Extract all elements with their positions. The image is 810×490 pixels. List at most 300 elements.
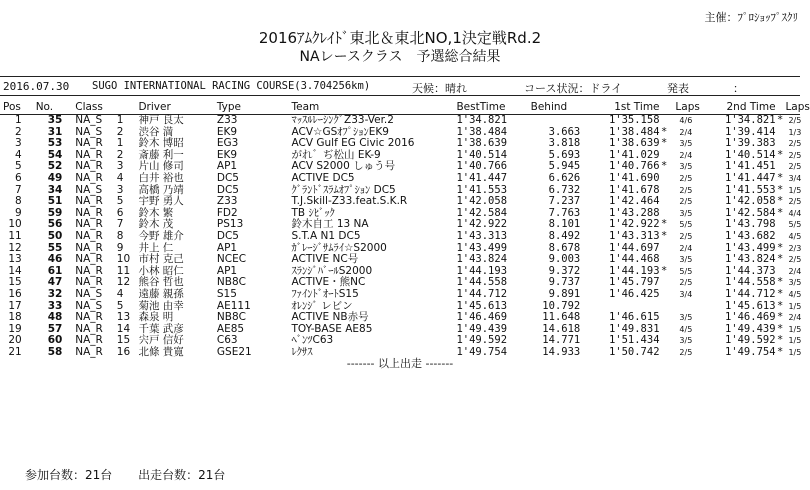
first-laps-cell: 3/5 [679, 336, 693, 346]
first-time-cell: 1'42.464 [608, 195, 660, 208]
second-best-mark: * [777, 345, 783, 358]
pos-cell: 6 [15, 171, 22, 184]
team-cell: ACTIVE DC5 [291, 171, 355, 184]
type-cell: DC5 [216, 229, 239, 242]
type-cell: DC5 [216, 171, 239, 184]
first-best-mark: * [661, 218, 667, 231]
best-time-cell: 1'42.584 [456, 206, 508, 219]
behind-cell [531, 115, 589, 127]
team-cell: 鈴木自工 13 NA [291, 218, 369, 231]
first-best-mark [660, 289, 670, 301]
second-best-mark: * [777, 171, 783, 184]
first-laps-cell: 3/5 [679, 313, 693, 323]
best-time-cell: 1'45.613 [456, 299, 508, 312]
team-cell: ｶﾞﾚｰｼﾞｻﾑﾗｲ☆S2000 [291, 241, 387, 254]
first-time-cell: 1'40.766 [608, 160, 660, 173]
table-row [0, 312, 810, 324]
second-best-mark: * [777, 241, 783, 254]
second-time-cell: 1'44.712 [724, 287, 776, 300]
class-cell: NA_R [75, 218, 103, 231]
team-cell: ﾍﾞﾝﾂC63 [291, 334, 334, 347]
pos-cell: 13 [8, 253, 22, 266]
driver-cell: 森泉 明 [138, 311, 174, 324]
first-best-mark [660, 196, 670, 208]
col-driver: Driver [138, 101, 171, 113]
end-mark: ------- 以上出走 ------- [346, 357, 454, 370]
col-type: Type [216, 101, 242, 113]
behind-cell: 3.663 [548, 125, 581, 138]
results-table [0, 99, 810, 358]
pos-cell: 4 [15, 148, 22, 161]
first-time-cell: 1'38.639 [608, 137, 660, 150]
first-laps-cell: 2/5 [679, 347, 693, 357]
pos-cell: 20 [8, 334, 22, 347]
team-cell: ACV S2000 しゅう号 [291, 160, 396, 173]
footer [25, 466, 247, 483]
class-cell: NA_R [75, 345, 103, 358]
first-best-mark [660, 312, 670, 324]
team-cell: ACTIVE・熊NC [291, 276, 366, 289]
weather: 天候：晴れ [412, 82, 467, 95]
col-behind: Behind [530, 101, 568, 113]
second-time-cell: 1'44.373 [724, 264, 776, 277]
type-cell: FD2 [216, 206, 238, 219]
class-cell: NA_R [75, 264, 103, 277]
class-pos-cell: 15 [116, 334, 131, 347]
no-cell: 61 [47, 264, 63, 277]
best-time-cell: 1'38.484 [456, 125, 508, 138]
class-cell: NA_S [75, 183, 103, 196]
best-time-cell: 1'46.469 [456, 311, 508, 324]
class-cell: NA_R [75, 137, 103, 150]
first-time-cell: 1'46.615 [608, 311, 660, 324]
second-best-mark [776, 127, 786, 139]
second-best-mark: * [777, 148, 783, 161]
driver-cell: 熊谷 哲也 [138, 276, 184, 289]
no-cell: 31 [47, 125, 63, 138]
second-laps-cell: 2/5 [788, 255, 802, 265]
first-laps-cell: 2/5 [679, 197, 693, 207]
second-laps-cell: 1/3 [788, 127, 802, 137]
no-cell: 46 [47, 253, 63, 266]
no-cell: 57 [47, 322, 63, 335]
behind-cell: 6.626 [548, 171, 581, 184]
team-cell: ｽﾗﾝｼﾞﾊﾞｰﾙS2000 [291, 264, 373, 277]
col-no: No. [35, 101, 54, 113]
first-best-mark: * [661, 137, 667, 150]
first-time-cell: 1'42.922 [608, 218, 660, 231]
second-laps-cell: 2/3 [788, 243, 802, 253]
first-laps-cell: 3/5 [679, 139, 693, 149]
class-pos-cell: 10 [116, 253, 131, 266]
second-laps-cell: 3/4 [788, 173, 802, 183]
best-time-cell: 1'42.922 [456, 218, 508, 231]
first-best-mark [660, 324, 670, 336]
first-laps-cell: 3/5 [679, 255, 693, 265]
type-cell: NB8C [216, 311, 246, 324]
table-row [0, 254, 810, 266]
table-row [0, 231, 810, 243]
second-laps-cell: 2/4 [788, 313, 802, 323]
no-cell: 56 [47, 218, 63, 231]
class-pos-cell: 5 [116, 299, 124, 312]
second-time-cell: 1'39.383 [724, 137, 776, 150]
behind-cell: 9.891 [548, 287, 581, 300]
best-time-cell: 1'44.193 [456, 264, 508, 277]
class-cell: NA_R [75, 322, 103, 335]
first-time-cell: 1'38.484 [608, 125, 660, 138]
second-laps-cell: 3/5 [788, 278, 802, 288]
table-row [0, 196, 810, 208]
first-time-cell: 1'44.468 [608, 253, 660, 266]
best-time-cell: 1'43.499 [456, 241, 508, 254]
no-cell: 53 [47, 137, 63, 150]
behind-cell: 8.101 [548, 218, 581, 231]
class-cell: NA_S [75, 287, 103, 300]
second-best-mark: * [777, 114, 783, 126]
second-best-mark: * [777, 334, 783, 347]
best-time-cell: 1'43.824 [456, 253, 508, 266]
best-time-cell: 1'44.558 [456, 276, 508, 289]
second-time-cell: 1'41.553 [724, 183, 776, 196]
second-best-mark: * [777, 299, 783, 312]
second-time-cell: 1'41.451 [724, 160, 776, 173]
pos-cell: 3 [15, 137, 22, 150]
second-laps-cell: 4/5 [788, 289, 802, 299]
team-cell: ﾏｯｽﾙﾚｰｼﾝｸﾞZ33-Ver.2 [291, 114, 394, 126]
driver-cell: 今野 雄介 [138, 229, 184, 242]
entries-count: 参加台数：21台 [25, 468, 113, 482]
second-best-mark: * [777, 206, 783, 219]
first-laps-cell: 2/5 [679, 185, 693, 195]
second-time-cell: 1'45.613 [724, 299, 776, 312]
no-cell: 54 [47, 148, 63, 161]
driver-cell: 鈴木 繁 [138, 206, 174, 219]
class-pos-cell: 13 [116, 311, 131, 324]
type-cell: AP1 [216, 264, 238, 277]
no-cell: 59 [47, 206, 63, 219]
class-cell: NA_S [75, 299, 103, 312]
behind-cell: 11.648 [542, 311, 581, 324]
best-time-cell: 1'49.439 [456, 322, 508, 335]
col-team: Team [291, 101, 320, 113]
second-time-cell: 1'43.824 [724, 253, 776, 266]
first-laps-cell: 2/5 [679, 231, 693, 241]
type-cell: Z33 [216, 195, 238, 208]
driver-cell: 高橋 乃靖 [138, 183, 184, 196]
behind-cell: 3.818 [548, 137, 581, 150]
col-best: BestTime [456, 101, 506, 113]
first-time-cell: 1'41.678 [608, 183, 660, 196]
second-best-mark: * [777, 276, 783, 289]
second-best-mark: * [777, 183, 783, 196]
team-cell: ACV☆GSｵﾌﾟｼｮﾝEK9 [291, 125, 389, 138]
pos-cell: 9 [15, 206, 22, 219]
best-time-cell: 1'41.553 [456, 183, 508, 196]
behind-cell: 5.693 [548, 148, 581, 161]
first-time-cell: 1'44.193 [608, 264, 660, 277]
behind-cell: 8.678 [548, 241, 581, 254]
class-cell: NA_R [75, 253, 103, 266]
second-time-cell: 1'49.592 [724, 334, 776, 347]
driver-cell: 小林 昭仁 [138, 264, 184, 277]
behind-cell: 5.945 [548, 160, 581, 173]
first-best-mark [660, 173, 670, 185]
team-cell: ACTIVE NB赤号 [291, 311, 369, 324]
col-laps2: Laps [785, 101, 810, 113]
type-cell: DC5 [216, 183, 239, 196]
announce-time: 発表 ： [667, 82, 744, 95]
second-best-mark: * [777, 311, 783, 324]
organizer-label: 主催：ﾌﾟﾛｼｮｯﾌﾟｽｸﾘ [704, 11, 798, 24]
col-laps1: Laps [675, 101, 700, 113]
first-laps-cell: 2/5 [679, 278, 693, 288]
first-best-mark [660, 185, 670, 197]
first-best-mark [660, 254, 670, 266]
second-laps-cell: 5/5 [788, 220, 802, 230]
first-time-cell: 1'44.697 [608, 241, 660, 254]
race-date: 2016.07.30 [3, 80, 70, 93]
col-class: Class [75, 101, 103, 113]
type-cell: S15 [216, 287, 237, 300]
behind-cell: 14.618 [542, 322, 581, 335]
no-cell: 58 [47, 345, 63, 358]
pos-cell: 12 [8, 241, 22, 254]
first-time-cell: 1'50.742 [608, 345, 660, 358]
best-time-cell: 1'41.447 [456, 171, 508, 184]
second-laps-cell: 4/4 [788, 208, 802, 218]
behind-cell: 14.933 [542, 345, 581, 358]
second-laps-cell: 1/5 [788, 185, 802, 195]
first-time-cell: 1'51.434 [608, 334, 660, 347]
table-row [0, 289, 810, 301]
second-time-cell: 1'40.514 [724, 148, 776, 161]
class-cell: NA_S [75, 125, 103, 138]
first-laps-cell [669, 301, 704, 313]
best-time-cell: 1'40.514 [456, 148, 508, 161]
first-laps-cell: 4/6 [679, 116, 693, 125]
best-time-cell: 1'49.592 [456, 334, 508, 347]
class-pos-cell: 11 [116, 264, 131, 277]
second-time-cell: 1'44.558 [724, 276, 776, 289]
col-second: 2nd Time [726, 101, 776, 113]
team-cell: ACTIVE NC号 [291, 253, 359, 266]
course-name: SUGO INTERNATIONAL RACING COURSE(3.704256km) [92, 80, 371, 92]
best-time-cell: 1'43.313 [456, 229, 508, 242]
first-time-cell: 1'41.690 [608, 171, 660, 184]
behind-cell: 14.771 [542, 334, 581, 347]
no-cell: 49 [47, 171, 63, 184]
best-time-cell: 1'49.754 [456, 345, 508, 358]
class-pos-cell: 5 [116, 195, 124, 208]
driver-cell: 鈴木 茂 [138, 218, 174, 231]
behind-cell: 8.492 [548, 229, 581, 242]
class-pos-cell: 6 [116, 206, 124, 219]
first-time-cell: 1'46.425 [608, 287, 660, 300]
type-cell: AP1 [216, 241, 238, 254]
no-cell: 48 [47, 311, 63, 324]
pos-cell: 10 [8, 218, 22, 231]
no-cell: 35 [47, 114, 63, 126]
first-best-mark: * [661, 125, 667, 138]
best-time-cell: 1'38.639 [456, 137, 508, 150]
second-time-cell: 1'43.682 [724, 229, 776, 242]
first-time-cell: 1'35.158 [608, 114, 660, 126]
type-cell: EK9 [216, 148, 238, 161]
class-pos-cell: 3 [116, 160, 124, 173]
best-time-cell: 1'40.766 [456, 160, 508, 173]
driver-cell: 市村 克己 [138, 253, 184, 266]
second-laps-cell: 4/5 [788, 231, 802, 241]
class-pos-cell: 4 [116, 287, 124, 300]
second-best-mark: * [777, 287, 783, 300]
class-pos-cell: 16 [116, 345, 131, 358]
second-time-cell: 1'46.469 [724, 311, 776, 324]
first-time-cell: 1'49.831 [608, 322, 660, 335]
first-best-mark [660, 115, 670, 127]
first-laps-cell: 2/4 [679, 150, 693, 160]
first-best-mark: * [661, 264, 667, 277]
type-cell: EK9 [216, 125, 238, 138]
first-best-mark: * [661, 160, 667, 173]
first-best-mark: * [661, 229, 667, 242]
second-time-cell: 1'39.414 [724, 125, 776, 138]
team-cell: ﾌｧｲﾝﾄﾞｵｰﾄS15 [291, 287, 359, 300]
second-time-cell: 1'43.499 [724, 241, 776, 254]
pos-cell: 16 [8, 287, 22, 300]
starters-count: 出走台数：21台 [138, 468, 226, 482]
no-cell: 32 [47, 287, 63, 300]
second-time-cell: 1'42.058 [724, 195, 776, 208]
class-cell: NA_R [75, 206, 103, 219]
class-pos-cell: 3 [116, 183, 124, 196]
pos-cell: 14 [8, 264, 22, 277]
team-cell: ｵﾚﾝｼﾞ レビン [291, 299, 353, 312]
pos-cell: 15 [8, 276, 22, 289]
pos-cell: 11 [8, 229, 22, 242]
event-title: 2016ｱﾑｸﾚｲﾄﾞ東北＆東北NO,1決定戦Rd.2 [258, 29, 542, 47]
no-cell: 50 [47, 229, 63, 242]
team-cell: T.J.Skill-Z33.feat.S.K.R [291, 195, 408, 208]
info-rule [0, 95, 800, 96]
pos-cell: 19 [8, 322, 22, 335]
class-cell: NA_R [75, 148, 103, 161]
team-cell: S.T.A N1 DC5 [291, 229, 361, 242]
behind-cell: 10.792 [542, 299, 581, 312]
type-cell: NB8C [216, 276, 246, 289]
driver-cell: 斎藤 利一 [138, 148, 184, 161]
results-subtitle: NAレースクラス 予選総合結果 [299, 49, 501, 65]
second-laps-cell: 2/4 [788, 266, 802, 276]
no-cell: 55 [47, 241, 63, 254]
behind-cell: 9.003 [548, 253, 581, 266]
class-pos-cell: 7 [116, 218, 124, 231]
type-cell: EG3 [216, 137, 239, 150]
first-laps-cell: 3/4 [679, 289, 693, 299]
pos-cell: 8 [15, 195, 22, 208]
second-time-cell: 1'49.754 [724, 345, 776, 358]
pos-cell: 2 [15, 125, 22, 138]
team-cell: ACV Gulf EG Civic 2016 [291, 137, 415, 150]
type-cell: GSE21 [216, 345, 252, 358]
class-cell: NA_R [75, 276, 103, 289]
first-time-cell: 1'41.029 [608, 148, 660, 161]
first-laps-cell: 3/5 [679, 208, 693, 218]
pos-cell: 17 [8, 299, 22, 312]
second-laps-cell: 2/5 [788, 197, 802, 207]
team-cell: TOY-BASE AE85 [291, 322, 373, 335]
first-laps-cell: 4/5 [679, 324, 693, 334]
second-laps-cell: 1/5 [788, 347, 802, 357]
class-pos-cell: 1 [116, 137, 124, 150]
first-time-cell: 1'43.288 [608, 206, 660, 219]
first-laps-cell: 5/5 [679, 266, 693, 276]
first-best-mark [660, 277, 670, 289]
class-pos-cell: 12 [116, 276, 131, 289]
class-pos-cell: 14 [116, 322, 131, 335]
class-pos-cell: 9 [116, 241, 124, 254]
team-cell: ﾚｸｻｽ [291, 345, 313, 358]
second-laps-cell: 2/5 [788, 162, 802, 172]
class-cell: NA_R [75, 195, 103, 208]
second-laps-cell: 2/5 [788, 150, 802, 160]
course-condition: コース状況：ドライ [524, 82, 623, 95]
second-best-mark: * [777, 195, 783, 208]
no-cell: 47 [47, 276, 63, 289]
second-laps-cell: 2/5 [788, 116, 802, 125]
first-laps-cell: 2/4 [679, 127, 693, 137]
col-first: 1st Time [614, 101, 660, 113]
driver-cell: 井上 仁 [138, 241, 174, 254]
type-cell: C63 [216, 334, 238, 347]
type-cell: AE111 [216, 299, 251, 312]
pos-cell: 21 [8, 345, 22, 358]
info-bar [0, 78, 800, 94]
first-laps-cell: 5/5 [679, 220, 693, 230]
no-cell: 52 [47, 160, 63, 173]
behind-cell: 7.237 [548, 195, 581, 208]
class-pos-cell: 2 [116, 125, 124, 138]
first-laps-cell: 3/5 [679, 162, 693, 172]
class-cell: NA_R [75, 241, 103, 254]
class-pos-cell: 8 [116, 229, 124, 242]
team-cell: TB ｼﾋﾞｯｸ [291, 206, 335, 219]
driver-cell: 白井 裕也 [138, 171, 184, 184]
no-cell: 34 [47, 183, 63, 196]
driver-cell: 宇野 勇人 [138, 195, 184, 208]
type-cell: AP1 [216, 160, 238, 173]
class-cell: NA_R [75, 171, 103, 184]
col-pos: Pos [3, 101, 21, 113]
pos-cell: 7 [15, 183, 22, 196]
class-pos-cell: 2 [116, 148, 124, 161]
best-time-cell: 1'34.821 [456, 114, 508, 126]
first-laps-cell: 2/4 [679, 243, 693, 253]
table-row [0, 115, 810, 127]
type-cell: NCEC [216, 253, 247, 266]
best-time-cell: 1'42.058 [456, 195, 508, 208]
pos-cell: 5 [15, 160, 22, 173]
driver-cell: 宍戸 信好 [138, 334, 184, 347]
no-cell: 51 [47, 195, 63, 208]
pos-cell: 1 [15, 114, 22, 126]
class-pos-cell: 4 [116, 171, 124, 184]
class-cell: NA_R [75, 160, 103, 173]
second-best-mark: * [777, 322, 783, 335]
team-cell: がれ゛ぢ松山 EK-9 [291, 148, 381, 161]
driver-cell: 遠藤 親孫 [138, 287, 184, 300]
first-best-mark [660, 335, 670, 347]
